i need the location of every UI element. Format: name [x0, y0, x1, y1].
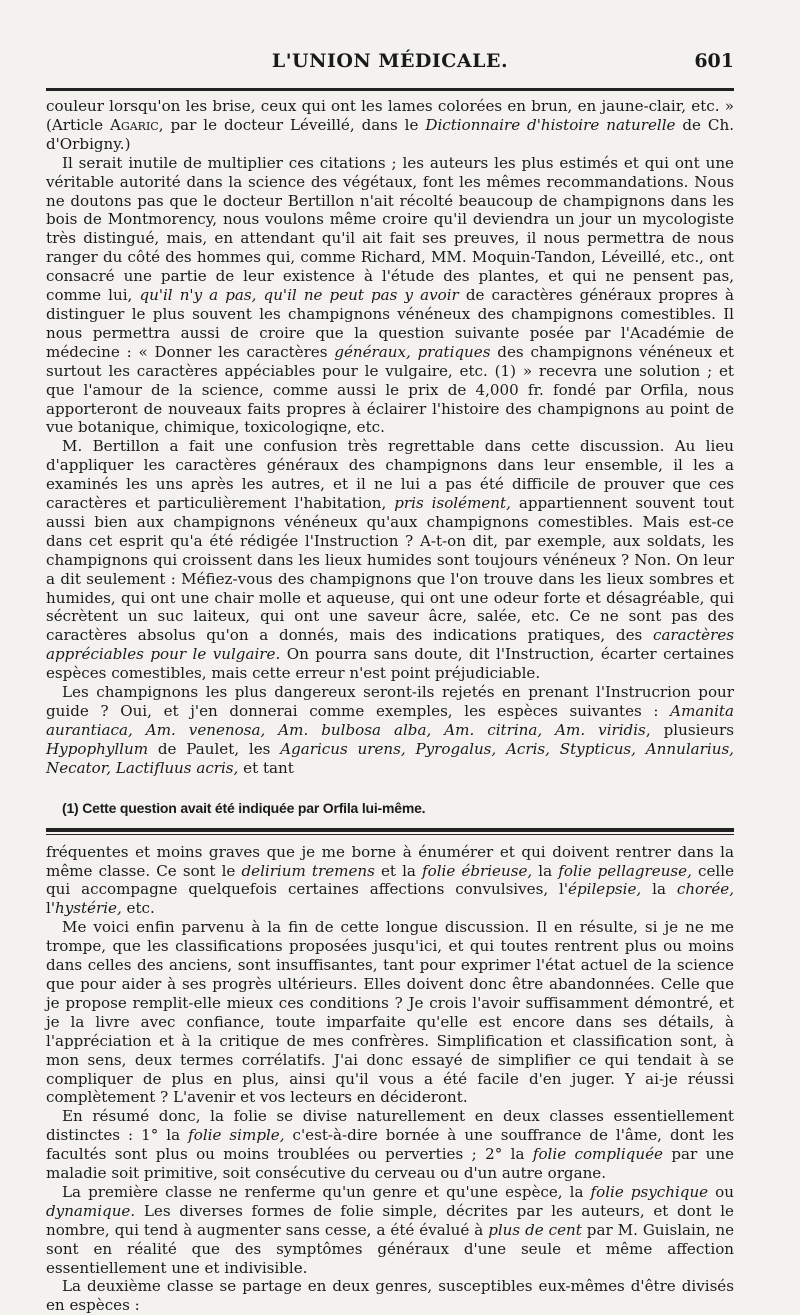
text-run: de Ch. d'Orbigny.) — [46, 115, 734, 153]
italic-run: Amanita aurantiaca, Am. venenosa, Am. bulbosa alba, Am. citrina, Am. viridis — [46, 702, 734, 739]
italic-run: chorée, — [676, 880, 735, 899]
italic-run: plus de cent — [488, 1220, 582, 1239]
text-run: , par le docteur Léveillé, dans le — [158, 115, 426, 134]
paragraph — [46, 683, 734, 778]
text-run: des champignons vénéneux et surtout les caractères appéciables pour le vulgaire, etc. (1) » recevra une solution ; et que l'amour de la science, comme aussi le prix de 4,000 fr. fondé par Orfila, nous apporteront de nouveaux faits propres à éclairer l'histoire des champignons au point de vue botanique, chimique, toxicologiqne, etc. — [46, 342, 734, 437]
text-run: ou — [708, 1182, 734, 1201]
text-run: etc. — [121, 899, 155, 918]
paragraph — [46, 1277, 734, 1315]
text-run: de caractères généraux propres à distinguer le plus souvent les champignons vénéneux des champignons comestibles. Il nous permettra aussi de croire que la question suivante posée par l'Académie de médecine : « Donner les caractères — [46, 286, 735, 361]
text-run: c'est-à-dire bornée à une souffrance de l'âme, dont les facultés sont plus ou moins troublées ou perverties ; 2° la — [46, 1126, 734, 1164]
text-run: fréquentes et moins graves que je me borne à énumérer et qui doivent rentrer dans la même classe. Ce sont le — [46, 842, 734, 880]
text-run: et tant — [238, 758, 294, 777]
page-header — [46, 48, 734, 88]
text-run: En résumé donc, la folie se divise naturellement en deux classes essentiellement distinctes : 1° la — [46, 1107, 734, 1145]
text-run: par M. Guislain, ne sont en réalité que des symptômes généraux d'une seule et même affection essentiellement une et indivisible. — [46, 1220, 735, 1277]
header-rule — [46, 88, 734, 91]
text-run: appartiennent souvent tout aussi bien aux champignons vénéneux qu'aux champignons comestibles. Mais est-ce dans cet esprit qu'a été rédigée l'Instruction ? A-t-on dit, par exemple, aux soldats, les champignons qui croissent dans les lieux humides sont toujours vénéneux ? Non. On leur a dit seulement : Méfiez-vous des champignons que l'on trouve dans les lieux sombres et humides, qui ont une chair molle et aqueuse, qui ont une odeur forte et désagréable, qui sécrètent un suc laiteux, qui ont une saveur âcre, salée, etc. Ce ne sont pas des caractères absolus qu'on a donnés, mais des indications pratiques, des — [46, 494, 735, 645]
text-run: l' — [46, 899, 55, 918]
italic-run: dynamique. — [46, 1201, 136, 1220]
text-run: celle qui accompagne quelquefois certaines affections convulsives, l' — [46, 861, 734, 899]
text-run: la — [532, 861, 559, 880]
text-run: On pourra sans doute, dit l'Instruction, écarter certaines espèces comestibles, mais cette erreur n'est point préjudiciable. — [46, 645, 734, 683]
italic-run: pris isolément, — [394, 494, 511, 513]
article-text-bottom — [46, 843, 734, 1315]
italic-run: folie compliquée — [532, 1145, 663, 1164]
text-run: Les diverses formes de folie simple, décrites par les auteurs, et dont le nombre, qui tend à augmenter sans cesse, a été évalué à — [46, 1201, 734, 1239]
italic-run: folie simple, — [188, 1126, 285, 1145]
text-run: Agaric — [110, 115, 159, 134]
paragraph — [46, 154, 734, 438]
text-run: , plusieurs — [645, 720, 735, 739]
italic-run: Hypophyllum — [46, 739, 149, 758]
text-run: de Paulet, les — [148, 739, 281, 758]
italic-run: Agaricus urens, Pyrogalus, Acris, Stypticus, Annularius, Necator, Lactifluus acris, — [46, 739, 734, 777]
italic-run: delirium tremens — [241, 861, 375, 880]
italic-run: caractères appréciables pour le vulgaire. — [46, 626, 734, 664]
article-text-top — [46, 97, 734, 778]
text-run: La deuxième classe se partage en deux genres, susceptibles eux-mêmes d'être divisés en espèces : — [46, 1277, 734, 1315]
paragraph — [46, 97, 734, 154]
text-run: La première classe ne renferme qu'un genre et qu'une espèce, la — [62, 1182, 591, 1201]
text-run: et la — [374, 861, 423, 880]
italic-run: qu'il n'y a pas, qu'il ne peut pas y avoir — [139, 286, 459, 305]
paragraph — [46, 1183, 734, 1278]
running-title: L'UNION MÉDICALE. — [271, 50, 509, 72]
section-divider — [46, 828, 734, 835]
text-run: par une maladie soit primitive, soit consécutive du cerveau ou d'un autre organe. — [46, 1145, 734, 1183]
italic-run: épilepsie, — [568, 880, 642, 899]
text-run: couleur lorsqu'on les brise, ceux qui ont les lames colorées en brun, en jaune-clair, etc. » (Article — [46, 97, 734, 134]
text-run: Me voici enfin parvenu à la fin de cette longue discussion. Il en résulte, si je ne me trompe, que les classifications proposées jusqu'ici, et qui toutes rentrent plus ou moins dans celles des anciens, sont insuffisantes, tant pour exprimer l'état actuel de la science que pour aider à ses progrès ultérieurs. Elles doivent donc être abandonnées. Celle que je propose remplit-elle mieux ces conditions ? Je crois l'avoir suffisamment démontré, et je la livre avec confiance, toute imparfaite qu'elle est encore dans ses détails, à l'appréciation et à la critique de mes confrères. Simplification et classification sont, à mon sens, deux termes corrélatifs. J'ai donc essayé de simplifier ce qui tendait à se compliquer de plus en plus, ainsi qu'il vous a été facile d'en juger. Y ai-je réussi complètement ? L'avenir et vos lecteurs en décideront. — [46, 918, 734, 1107]
paragraph — [46, 1107, 734, 1183]
italic-run: Dictionnaire d'histoire naturelle — [425, 115, 676, 134]
text-run: Il serait inutile de multiplier ces citations ; les auteurs les plus estimés et qui ont une véritable autorité dans la science des végétaux, font les mêmes recommandations. Nous ne doutons pas que le docteur Bertillon n'ait récolté beaucoup de champignons dans les bois de Montmorency, nous voulons même croire qu'il deviendra un jour un mycologiste très distingué, mais, en attendant qu'il ait fait ses preuves, il nous permettra de nous ranger du côté des hommes qui, comme Richard, MM. Moquin-Tandon, Léveillé, etc., ont consacré une partie de leur existence à l'étude des plantes, et qui ne pensent pas, comme lui, — [46, 153, 734, 305]
text-run: M. Bertillon a fait une confusion très regrettable dans cette discussion. Au lieu d'appliquer les caractères généraux des champignons dans leur ensemble, il les a examinés les uns après les autres, et il ne lui a pas été difficile de prouver que ces caractères et particulièrement l'habitation, — [46, 437, 734, 513]
italic-run: folie pellagreuse, — [558, 861, 692, 880]
footnote: (1) Cette question avait été indiquée par Orfila lui-même. — [62, 799, 426, 816]
italic-run: folie psychique — [590, 1182, 709, 1201]
page-number: 601 — [694, 50, 734, 72]
paragraph — [46, 437, 734, 683]
italic-run: hystérie, — [54, 899, 122, 918]
italic-run: généraux, pratiques — [334, 342, 491, 361]
paragraph — [46, 918, 734, 1107]
text-run: la — [641, 880, 677, 899]
italic-run: folie ébrieuse, — [422, 861, 533, 880]
text-run: Les champignons les plus dangereux seront-ils rejetés en prenant l'Instrucrion pour guide ? Oui, et j'en donnerai comme exemples, les espèces suivantes : — [46, 683, 734, 720]
paragraph — [46, 843, 734, 919]
